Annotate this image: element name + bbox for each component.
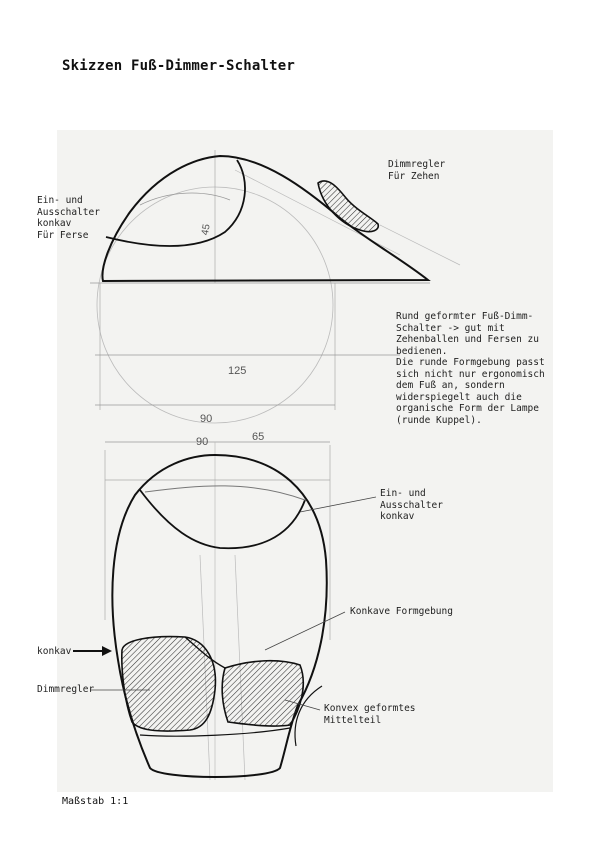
- label-konkave-formgebung: Konkave Formgebung: [350, 606, 453, 617]
- label-dimmregler: Dimmregler: [37, 684, 95, 695]
- description-text: Rund geformter Fuß-Dimm- Schalter -> gut mit Zehenballen und Fersen zu bedienen. Die runde Formgebung passt sich nicht nur ergonomisch dem Fuß an, sondern widerspiegelt auch die organische Form der Lampe (runde Kuppel).: [396, 311, 545, 426]
- page-title: Skizzen Fuß-Dimmer-Schalter: [62, 58, 295, 74]
- top-view: [105, 442, 330, 780]
- dim-width-top: 90: [196, 436, 209, 448]
- dim-height: 45: [199, 223, 213, 237]
- label-konvex-mittelteil: Konvex geformtes Mittelteil: [324, 703, 416, 726]
- label-dimmregler-zehen: Dimmregler Für Zehen: [388, 159, 446, 182]
- dim-inner-top: 65: [252, 431, 265, 443]
- label-ein-aus-konkav: Ein- und Ausschalter konkav: [380, 488, 443, 522]
- label-ein-aus-ferse: Ein- und Ausschalter konkav Für Ferse: [37, 195, 100, 241]
- konkav-arrow-icon: [73, 646, 112, 656]
- label-konkav: konkav: [37, 646, 72, 657]
- scale-label: Maßstab 1:1: [62, 796, 129, 807]
- dim-depth-side: 90: [200, 413, 213, 425]
- dim-width-side: 125: [228, 365, 247, 377]
